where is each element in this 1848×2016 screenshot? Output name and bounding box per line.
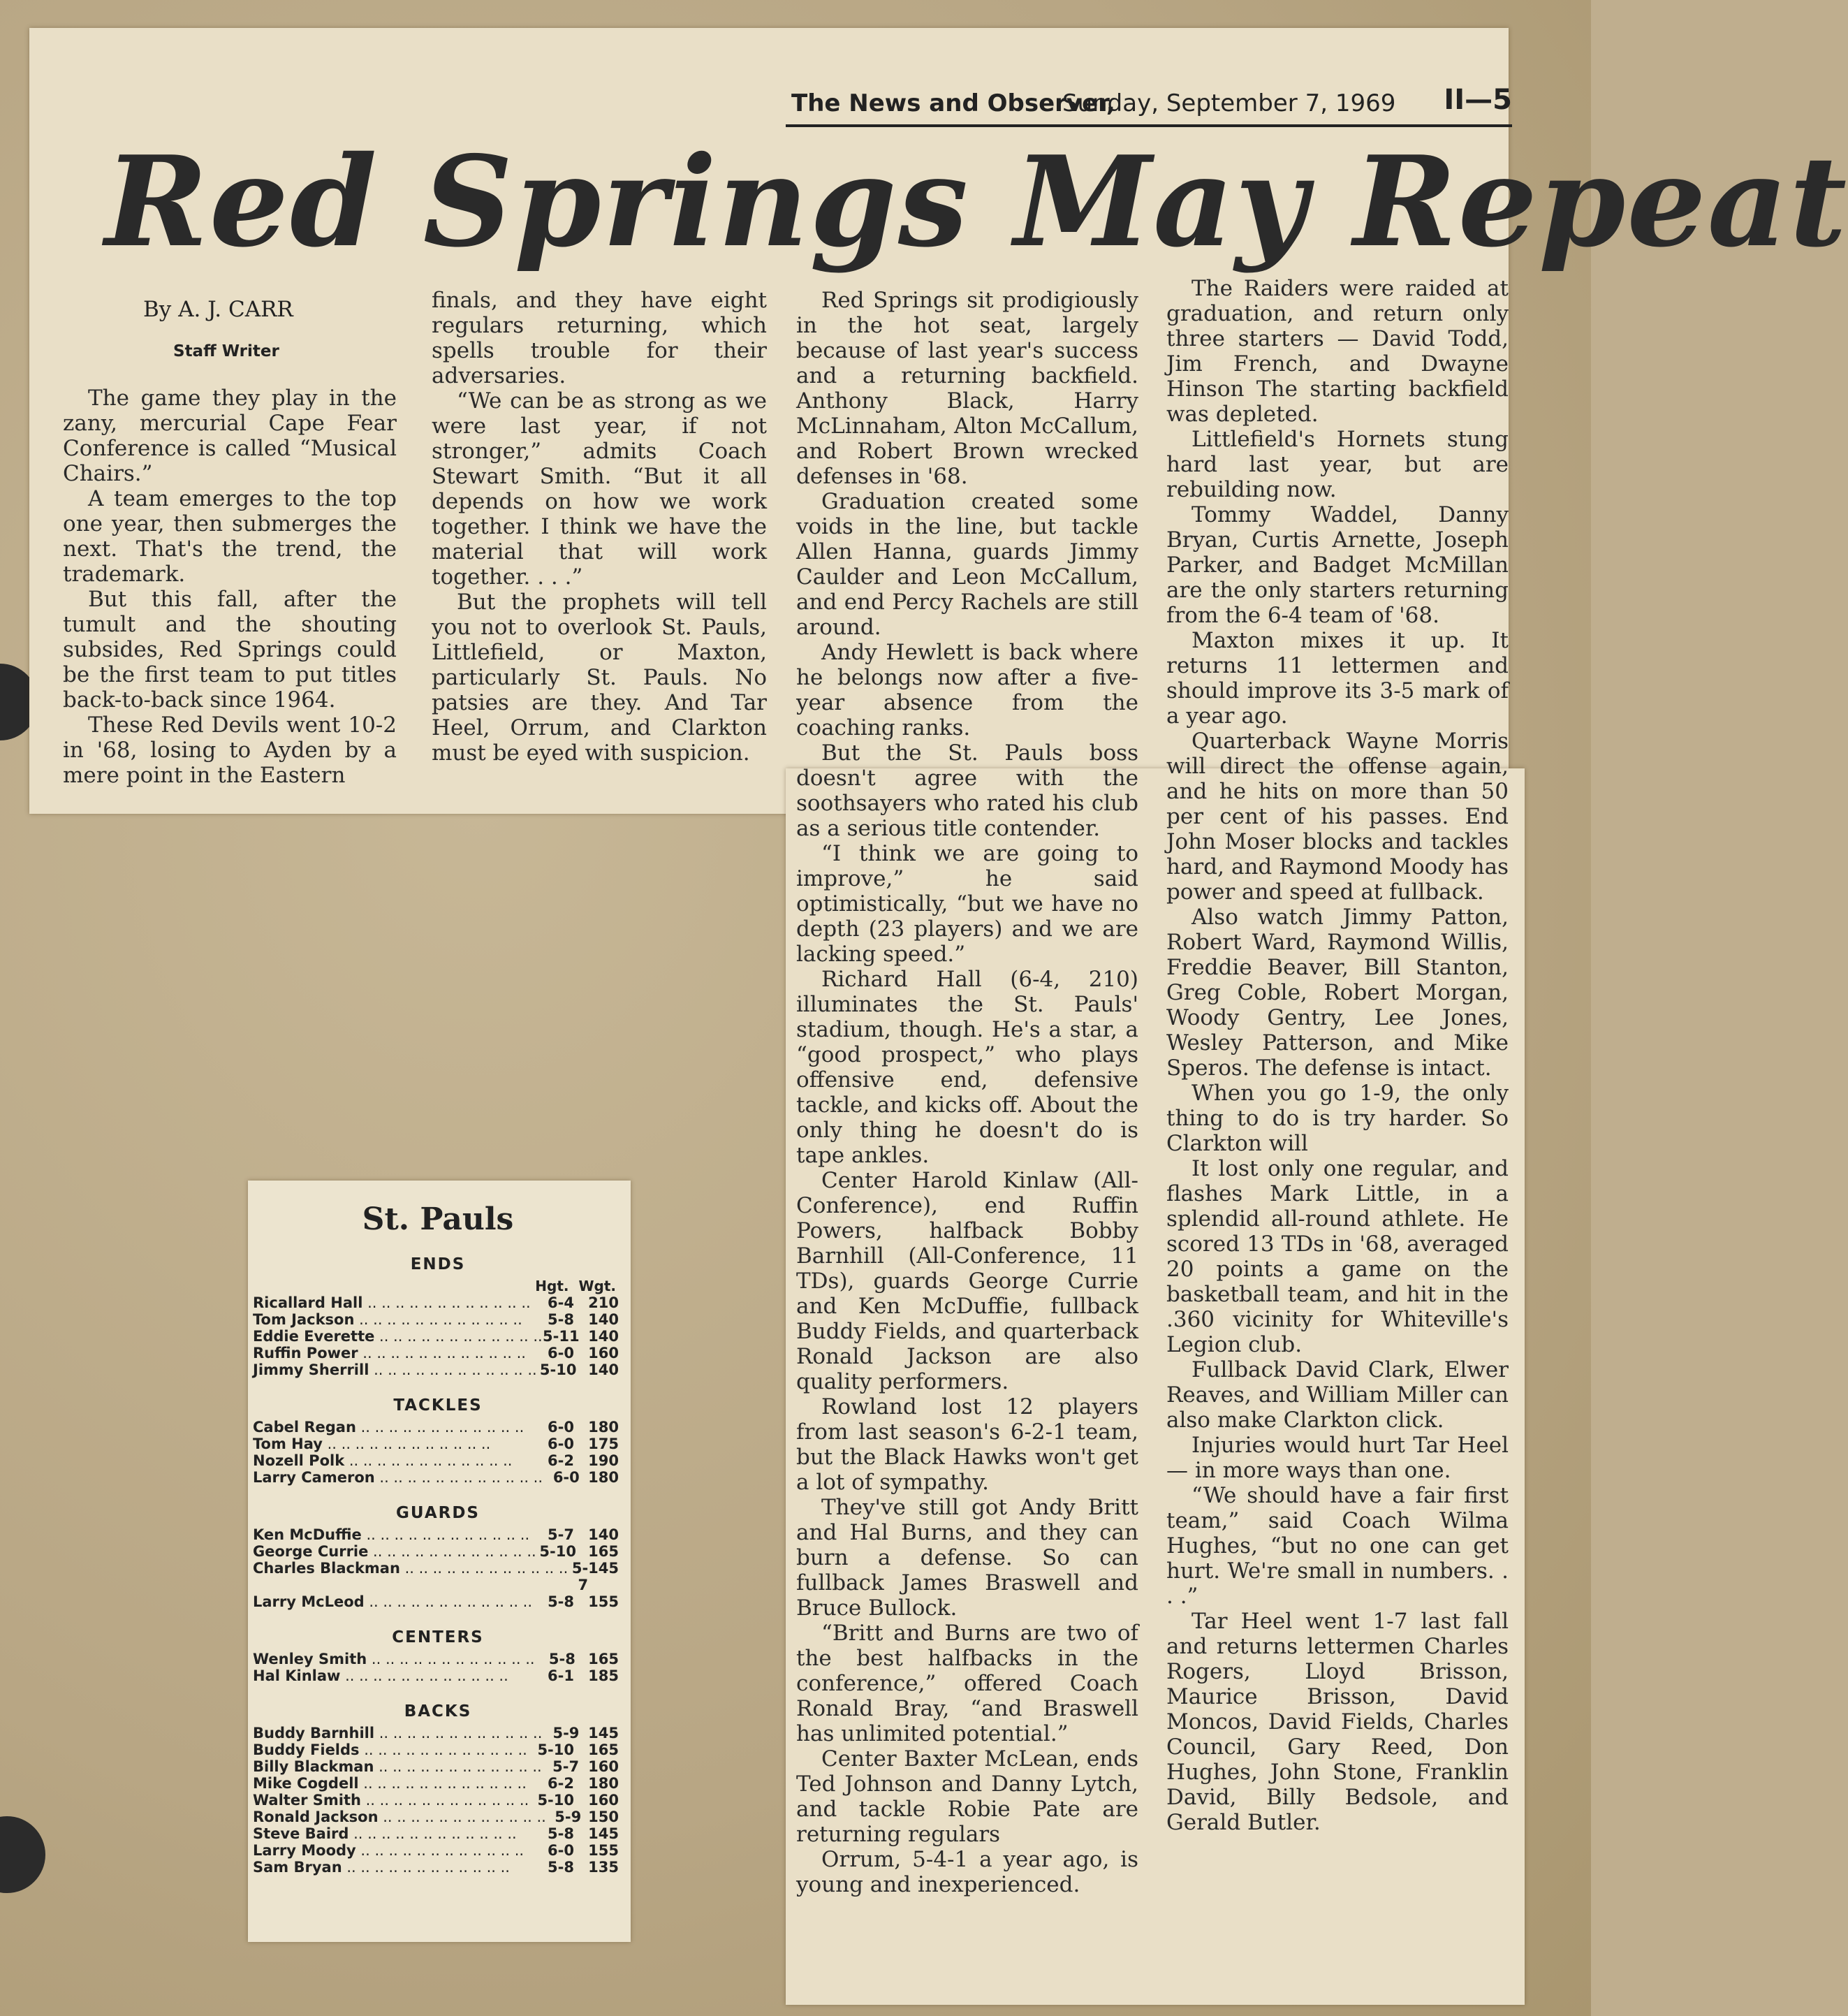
player-height: 5-10 bbox=[537, 1741, 574, 1758]
player-weight: 165 bbox=[588, 1741, 619, 1758]
player-row bbox=[253, 1758, 623, 1775]
player-height: 5-10 bbox=[539, 1543, 576, 1560]
player-weight: 150 bbox=[588, 1809, 619, 1825]
player-height: 5-8 bbox=[548, 1859, 574, 1876]
player-weight: 210 bbox=[588, 1294, 619, 1311]
paragraph: Littlefield's Hornets stung hard last year, but are rebuilding now. bbox=[1166, 427, 1509, 502]
issue-date: Sunday, September 7, 1969 bbox=[1062, 89, 1396, 117]
player-weight: 180 bbox=[588, 1469, 619, 1486]
weight-header: Wgt. bbox=[578, 1278, 616, 1294]
player-name: Larry Moody .. .. bbox=[253, 1842, 532, 1859]
player-row bbox=[253, 1775, 623, 1792]
player-row bbox=[253, 1452, 623, 1469]
player-name: Ricallard Hall .. .. bbox=[253, 1294, 532, 1311]
player-weight: 145 bbox=[588, 1560, 619, 1577]
paragraph: Andy Hewlett is back where he belongs now after a five-year absence from the coaching ranks. bbox=[796, 640, 1138, 740]
player-row bbox=[253, 1311, 623, 1328]
paragraph: Quarterback Wayne Morris will direct the offense again, and he hits on more than 50 per cent of his passes. End John Moser blocks and tackles hard, and Raymond Moody has power and speed at fullback. bbox=[1166, 729, 1509, 905]
player-name: Cabel Regan .. .. bbox=[253, 1419, 532, 1436]
headline: Red Springs May Repeat bbox=[105, 129, 1848, 275]
player-weight: 165 bbox=[588, 1651, 619, 1667]
player-height: 5-8 bbox=[548, 1593, 575, 1610]
player-name: Tom Jackson .. .. bbox=[253, 1311, 532, 1328]
paragraph: Fullback David Clark, Elwer Reaves, and William Miller can also make Clarkton click. bbox=[1166, 1357, 1509, 1433]
player-row bbox=[253, 1667, 623, 1684]
player-row bbox=[253, 1294, 623, 1311]
player-weight: 140 bbox=[588, 1311, 619, 1328]
player-row bbox=[253, 1593, 623, 1610]
paragraph: It lost only one regular, and flashes Mark Little, in a splendid all-round athlete. He scored 13 TDs in '68, averaged 20 points a game on the basketball team, and hit in the .360 vicinity for Whiteville's Legion club. bbox=[1166, 1156, 1509, 1357]
paragraph: Red Springs sit prodigiously in the hot seat, largely because of last year's success and a returning backfield. Anthony Black, Harry McLinnaham, Alton McCallum, and Robert Brown wrecked defenses in '68. bbox=[796, 288, 1138, 489]
article-column-1 bbox=[63, 386, 397, 788]
paragraph: finals, and they have eight regulars returning, which spells trouble for their adversaries. bbox=[432, 288, 767, 388]
paragraph: Graduation created some voids in the line, but tackle Allen Hanna, guards Jimmy Caulder and Leon McCallum, and end Percy Rachels are still around. bbox=[796, 489, 1138, 640]
player-name: Walter Smith .. .. bbox=[253, 1792, 532, 1809]
section-heading: TACKLES bbox=[393, 1396, 483, 1415]
height-header: Hgt. bbox=[535, 1278, 569, 1294]
player-name: Ken McDuffie .. .. bbox=[253, 1526, 532, 1543]
player-row bbox=[253, 1792, 623, 1809]
player-weight: 180 bbox=[588, 1419, 619, 1436]
paragraph: These Red Devils went 10-2 in '68, losing to Ayden by a mere point in the Eastern bbox=[63, 713, 397, 788]
paragraph: The Raiders were raided at graduation, and return only three starters — David Todd, Jim French, and Dwayne Hinson The starting backfield was depleted. bbox=[1166, 276, 1509, 427]
player-name: Steve Baird .. .. bbox=[253, 1825, 532, 1842]
player-row bbox=[253, 1543, 623, 1560]
player-row bbox=[253, 1526, 623, 1543]
player-name: Sam Bryan .. .. bbox=[253, 1859, 532, 1876]
paragraph: When you go 1-9, the only thing to do is try harder. So Clarkton will bbox=[1166, 1081, 1509, 1156]
player-name: George Currie .. .. bbox=[253, 1543, 536, 1560]
player-weight: 140 bbox=[588, 1328, 619, 1345]
player-height: 6-2 bbox=[548, 1775, 574, 1792]
player-weight: 140 bbox=[588, 1361, 619, 1378]
player-name: Nozell Polk .. .. bbox=[253, 1452, 532, 1469]
player-name: Ruffin Power .. .. bbox=[253, 1345, 532, 1361]
player-height: 5-7 bbox=[552, 1758, 580, 1775]
paragraph: Tar Heel went 1-7 last fall and returns lettermen Charles Rogers, Lloyd Brisson, Maurice Brisson, David Moncos, David Fields, Charles Council, Gary Reed, Don Hughes, John Stone, Franklin David, Billy Bedsole, and Gerald Butler. bbox=[1166, 1609, 1509, 1835]
player-height: 6-1 bbox=[548, 1667, 574, 1684]
player-row bbox=[253, 1809, 623, 1825]
player-weight: 135 bbox=[588, 1859, 619, 1876]
player-weight: 190 bbox=[588, 1452, 619, 1469]
player-row bbox=[253, 1842, 623, 1859]
player-height: 5-8 bbox=[548, 1311, 574, 1328]
roster-title: St. Pauls bbox=[362, 1201, 514, 1237]
player-weight: 165 bbox=[588, 1543, 619, 1560]
player-name: Ronald Jackson .. .. bbox=[253, 1809, 546, 1825]
player-name: Billy Blackman .. .. bbox=[253, 1758, 542, 1775]
player-name: Eddie Everette .. .. bbox=[253, 1328, 543, 1345]
player-height: 5-8 bbox=[548, 1651, 575, 1667]
page-number: II—5 bbox=[1444, 84, 1512, 116]
player-height: 5-9 bbox=[555, 1809, 582, 1825]
section-heading: ENDS bbox=[410, 1255, 466, 1273]
player-height: 5-8 bbox=[548, 1825, 574, 1842]
player-height: 5-10 bbox=[537, 1792, 574, 1809]
section-heading: BACKS bbox=[404, 1702, 472, 1721]
roster-table bbox=[253, 1188, 623, 1876]
player-row bbox=[253, 1328, 623, 1345]
player-weight: 160 bbox=[588, 1792, 619, 1809]
player-weight: 145 bbox=[588, 1825, 619, 1842]
newspaper-name: The News and Observer, bbox=[791, 89, 1115, 117]
player-height: 6-0 bbox=[548, 1419, 574, 1436]
player-row bbox=[253, 1741, 623, 1758]
player-name: Mike Cogdell .. .. bbox=[253, 1775, 532, 1792]
article-column-4 bbox=[1166, 276, 1509, 1835]
column-headers bbox=[253, 1278, 623, 1294]
player-height: 5-7 bbox=[548, 1526, 574, 1543]
paragraph: The game they play in the zany, mercurial Cape Fear Conference is called “Musical Chairs.” bbox=[63, 386, 397, 486]
player-name: Buddy Fields .. .. bbox=[253, 1741, 532, 1758]
player-name: Larry Cameron .. .. bbox=[253, 1469, 543, 1486]
player-row bbox=[253, 1345, 623, 1361]
player-name: Tom Hay .. .. bbox=[253, 1436, 532, 1452]
player-row bbox=[253, 1725, 623, 1741]
player-row bbox=[253, 1825, 623, 1842]
byline: By A. J. CARR bbox=[143, 297, 293, 322]
masthead bbox=[786, 75, 1512, 127]
player-weight: 160 bbox=[588, 1345, 619, 1361]
player-name: Charles Blackman .. .. bbox=[253, 1560, 568, 1593]
section-heading: GUARDS bbox=[395, 1504, 480, 1522]
player-weight: 160 bbox=[588, 1758, 619, 1775]
player-weight: 145 bbox=[588, 1725, 619, 1741]
player-name: Larry McLeod .. .. bbox=[253, 1593, 532, 1610]
player-row bbox=[253, 1419, 623, 1436]
player-weight: 175 bbox=[588, 1436, 619, 1452]
player-name: Jimmy Sherrill .. .. bbox=[253, 1361, 537, 1378]
article-column-3 bbox=[796, 288, 1138, 1897]
paragraph: Center Harold Kinlaw (All-Conference), end Ruffin Powers, halfback Bobby Barnhill (All-Conference, 11 TDs), guards George Currie and Ken McDuffie, fullback Buddy Fields, and quarterback Ronald Jackson are also quality performers. bbox=[796, 1168, 1138, 1394]
player-name: Buddy Barnhill .. .. bbox=[253, 1725, 542, 1741]
player-name: Wenley Smith .. .. bbox=[253, 1651, 535, 1667]
paragraph: Richard Hall (6-4, 210) illuminates the St. Pauls' stadium, though. He's a star, a “good prospect,” who plays offensive end, defensive tackle, and kicks off. About the only thing he doesn't do is tape ankles. bbox=[796, 967, 1138, 1168]
paragraph: “We should have a fair first team,” said Coach Wilma Hughes, “but no one can get hurt. We're small in numbers. . . .” bbox=[1166, 1483, 1509, 1609]
player-weight: 155 bbox=[588, 1842, 619, 1859]
staff-title: Staff Writer bbox=[173, 342, 279, 360]
player-height: 5-9 bbox=[552, 1725, 580, 1741]
player-weight: 155 bbox=[588, 1593, 619, 1610]
paragraph: “Britt and Burns are two of the best halfbacks in the conference,” offered Coach Ronald Bray, “and Braswell has unlimited potential.” bbox=[796, 1621, 1138, 1746]
player-height: 6-4 bbox=[548, 1294, 574, 1311]
paragraph: But the St. Pauls boss doesn't agree with the soothsayers who rated his club as a serious title contender. bbox=[796, 740, 1138, 841]
player-height: 5-11 bbox=[543, 1328, 580, 1345]
player-height: 5-7 bbox=[571, 1560, 589, 1593]
player-row bbox=[253, 1651, 623, 1667]
player-weight: 140 bbox=[588, 1526, 619, 1543]
section-heading: CENTERS bbox=[392, 1628, 484, 1646]
player-height: 6-0 bbox=[548, 1345, 574, 1361]
player-height: 5-10 bbox=[539, 1361, 577, 1378]
player-row bbox=[253, 1560, 623, 1593]
article-column-2 bbox=[432, 288, 767, 766]
paragraph: But the prophets will tell you not to overlook St. Pauls, Littlefield, or Maxton, particularly St. Pauls. No patsies are they. And Tar Heel, Orrum, and Clarkton must be eyed with suspicion. bbox=[432, 590, 767, 766]
binder-hole bbox=[0, 1816, 45, 1893]
paragraph: But this fall, after the tumult and the shouting subsides, Red Springs could be the first team to put titles back-to-back since 1964. bbox=[63, 587, 397, 713]
player-weight: 185 bbox=[588, 1667, 619, 1684]
player-height: 6-2 bbox=[548, 1452, 574, 1469]
paragraph: Tommy Waddel, Danny Bryan, Curtis Arnette, Joseph Parker, and Badget McMillan are the only starters returning from the 6-4 team of '68. bbox=[1166, 502, 1509, 628]
player-row bbox=[253, 1859, 623, 1876]
player-row bbox=[253, 1361, 623, 1378]
paragraph: Orrum, 5-4-1 a year ago, is young and inexperienced. bbox=[796, 1847, 1138, 1897]
paragraph: Also watch Jimmy Patton, Robert Ward, Raymond Willis, Freddie Beaver, Bill Stanton, Greg Coble, Robert Morgan, Woody Gentry, Lee Jones, Wesley Patterson, and Mike Speros. The defense is intact. bbox=[1166, 905, 1509, 1081]
paragraph: “We can be as strong as we were last year, if not stronger,” admits Coach Stewart Smith. “But it all depends on how we work together. I think we have the material that will work together. . . .” bbox=[432, 388, 767, 590]
paragraph: Center Baxter McLean, ends Ted Johnson and Danny Lytch, and tackle Robie Pate are returning regulars bbox=[796, 1746, 1138, 1847]
paragraph: They've still got Andy Britt and Hal Burns, and they can burn a defense. So can fullback James Braswell and Bruce Bullock. bbox=[796, 1495, 1138, 1621]
player-height: 6-0 bbox=[548, 1842, 574, 1859]
paragraph: Rowland lost 12 players from last season's 6-2-1 team, but the Black Hawks won't get a lot of sympathy. bbox=[796, 1394, 1138, 1495]
paragraph: Injuries would hurt Tar Heel — in more ways than one. bbox=[1166, 1433, 1509, 1483]
player-height: 6-0 bbox=[548, 1436, 574, 1452]
player-weight: 180 bbox=[588, 1775, 619, 1792]
paragraph: “I think we are going to improve,” he said optimistically, “but we have no depth (23 players) and we are lacking speed.” bbox=[796, 841, 1138, 967]
player-row bbox=[253, 1469, 623, 1486]
player-height: 6-0 bbox=[552, 1469, 580, 1486]
player-name: Hal Kinlaw .. .. bbox=[253, 1667, 532, 1684]
paragraph: Maxton mixes it up. It returns 11 lettermen and should improve its 3-5 mark of a year ago. bbox=[1166, 628, 1509, 729]
paragraph: A team emerges to the top one year, then submerges the next. That's the trend, the trademark. bbox=[63, 486, 397, 587]
player-row bbox=[253, 1436, 623, 1452]
